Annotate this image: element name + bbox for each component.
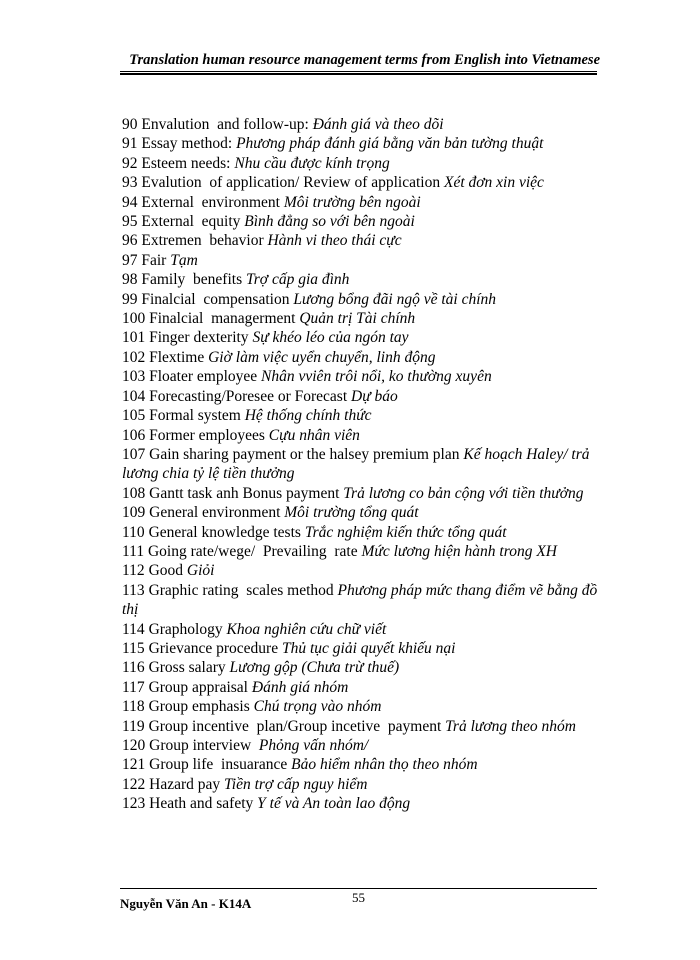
entry-number: 109: [122, 504, 146, 522]
entry-vietnamese-translation: Cựu nhân viên: [268, 426, 360, 444]
entry-number: 99: [122, 290, 138, 308]
entry-vietnamese-translation: Đánh giá nhóm: [251, 678, 349, 696]
entry-vietnamese-translation: Dự báo: [351, 387, 398, 405]
entry-vietnamese-translation: Phương pháp mức thang điểm vẽ bằng đồ thị: [122, 581, 602, 619]
glossary-entry: [122, 620, 600, 639]
entry-number: 112: [122, 562, 145, 580]
entry-english-term: Gain sharing payment or the halsey premium plan: [149, 445, 460, 463]
glossary-entry: [122, 678, 600, 697]
glossary-entry: [122, 328, 600, 347]
entry-vietnamese-translation: Bảo hiểm nhân thọ theo nhóm: [291, 756, 478, 774]
entry-number: 103: [122, 368, 146, 386]
glossary-entry: [122, 212, 600, 231]
entry-english-term: Envalution and follow-up:: [141, 116, 309, 133]
entry-number: 121: [122, 756, 146, 774]
entry-english-term: Gross salary: [148, 659, 226, 677]
entry-english-term: Essay method:: [141, 135, 233, 153]
header-rule: [120, 71, 597, 72]
entry-vietnamese-translation: Chú trọng vào nhóm: [253, 698, 382, 716]
entry-number: 90: [122, 116, 138, 133]
entry-number: 102: [122, 348, 146, 366]
entry-vietnamese-translation: Xét đơn xin việc: [443, 174, 544, 192]
entry-number: 122: [122, 775, 146, 793]
entry-english-term: Evalution of application/ Review of application: [141, 174, 441, 192]
glossary-entry: [122, 794, 600, 813]
entry-number: 105: [122, 407, 146, 425]
entry-english-term: General knowledge tests: [148, 523, 301, 541]
entry-vietnamese-translation: Bình đẳng so với bên ngoài: [244, 213, 415, 231]
entry-number: 96: [122, 232, 138, 250]
entry-vietnamese-translation: Môi trường bên ngoài: [283, 193, 421, 211]
entry-english-term: Former employees: [149, 426, 265, 444]
entry-english-term: Group interview: [149, 737, 252, 754]
entry-vietnamese-translation: Kế hoạch Haley/ trả lương chia tỷ lệ tiền thưởng: [122, 445, 594, 483]
entry-number: 116: [122, 659, 145, 677]
entry-number: 110: [122, 523, 145, 541]
entry-english-term: Extremen behavior: [141, 232, 264, 250]
entry-number: 123: [122, 795, 146, 813]
footer-author: Nguyễn Văn An - K14A: [120, 896, 252, 911]
glossary-entry: [122, 251, 600, 270]
entry-vietnamese-translation: Mức lương hiện hành trong XH: [361, 542, 557, 560]
entry-vietnamese-translation: Tiền trợ cấp nguy hiểm: [224, 775, 368, 793]
glossary-entry: [122, 309, 600, 328]
entry-vietnamese-translation: Trợ cấp gia đình: [246, 271, 350, 289]
entry-vietnamese-translation: Trả lương theo nhóm: [445, 717, 576, 735]
entry-number: 101: [122, 329, 146, 347]
entry-english-term: Formal system: [149, 407, 241, 425]
entry-number: 97: [122, 251, 138, 269]
entry-english-term: Finger dexterity: [149, 329, 249, 347]
footer-rule: [120, 888, 597, 889]
entry-number: 100: [122, 310, 146, 328]
entry-number: 117: [122, 678, 145, 696]
entry-vietnamese-translation: Tạm: [170, 251, 198, 269]
entry-vietnamese-translation: Lương gộp (Chưa trừ thuế): [229, 659, 400, 677]
glossary-entry: [122, 484, 600, 503]
glossary-entry: [122, 426, 600, 445]
entry-english-term: Esteem needs:: [141, 154, 231, 172]
entry-english-term: Flextime: [149, 348, 205, 366]
entry-english-term: Finalcial compensation: [141, 290, 290, 308]
glossary-entry: [122, 775, 600, 794]
glossary-entry: [122, 290, 600, 309]
entry-english-term: Group incentive plan/Group incetive payment: [148, 717, 442, 735]
entry-english-term: Good: [148, 562, 184, 580]
entry-number: 104: [122, 387, 146, 405]
entry-number: 98: [122, 271, 138, 289]
glossary-entry: [122, 542, 600, 561]
glossary-entry: [122, 581, 600, 620]
glossary-entry: [122, 193, 600, 212]
entry-number: 113: [122, 581, 145, 599]
entry-english-term: Gantt task anh Bonus payment: [149, 484, 340, 502]
entry-english-term: External equity: [141, 213, 241, 231]
glossary-entry: [122, 523, 600, 542]
glossary-entry: [122, 406, 600, 425]
entry-number: 108: [122, 484, 146, 502]
entry-english-term: Hazard pay: [149, 775, 221, 793]
glossary-entry: [122, 134, 600, 153]
entry-english-term: Forecasting/Poresee or Forecast: [149, 387, 348, 405]
glossary-entry: [122, 639, 600, 658]
entry-english-term: Floater employee: [149, 368, 258, 386]
entry-vietnamese-translation: Trắc nghiệm kiến thức tổng quát: [304, 523, 507, 541]
entry-number: 94: [122, 193, 138, 211]
entry-number: 106: [122, 426, 146, 444]
entry-number: 118: [122, 698, 145, 716]
entry-number: 95: [122, 213, 138, 231]
header-rule-thick: [120, 73, 597, 75]
entry-english-term: General environment: [149, 504, 281, 522]
entry-english-term: Fair: [141, 251, 167, 269]
glossary-entry: [122, 736, 600, 755]
glossary-entry: [122, 658, 600, 677]
running-header-title: Translation human resource management terms from English into Vietnamese: [129, 52, 600, 68]
glossary-entry: [122, 445, 600, 484]
entry-vietnamese-translation: Quản trị Tài chính: [299, 310, 416, 328]
glossary-entry: [122, 367, 600, 386]
entry-english-term: Family benefits: [141, 271, 243, 289]
glossary-entry: [122, 115, 600, 134]
entry-number: 91: [122, 135, 138, 153]
entry-number: 93: [122, 174, 138, 192]
entry-vietnamese-translation: Khoa nghiên cứu chữ viết: [226, 620, 387, 638]
entry-english-term: Group appraisal: [148, 678, 248, 696]
entry-vietnamese-translation: Môi trường tổng quát: [284, 504, 419, 522]
entry-number: 107: [122, 445, 146, 463]
glossary-entry: [122, 387, 600, 406]
entry-english-term: Heath and safety: [149, 795, 254, 813]
glossary-entry: [122, 755, 600, 774]
entry-english-term: Graphic rating scales method: [148, 581, 334, 599]
entry-english-term: External environment: [141, 193, 280, 211]
glossary-entry: [122, 231, 600, 250]
entry-vietnamese-translation: Trả lương co bản cộng với tiền thưởng: [343, 484, 584, 502]
entry-vietnamese-translation: Nhân vviên trôi nổi, ko thường xuyên: [261, 368, 492, 386]
entry-vietnamese-translation: Hệ thống chính thức: [244, 407, 372, 425]
entry-number: 92: [122, 154, 138, 172]
entry-vietnamese-translation: Đánh giá và theo dõi: [312, 116, 444, 133]
glossary-entry: [122, 173, 600, 192]
glossary-entry: [122, 717, 600, 736]
glossary-entry: [122, 503, 600, 522]
glossary-entry: [122, 561, 600, 580]
glossary-entry: [122, 697, 600, 716]
entry-vietnamese-translation: Giờ làm việc uyển chuyển, linh động: [208, 348, 436, 366]
entry-number: 115: [122, 639, 145, 657]
entry-english-term: Grievance procedure: [148, 639, 279, 657]
page-number: 55: [352, 890, 365, 905]
entry-english-term: Finalcial managerment: [149, 310, 296, 328]
entry-number: 120: [122, 737, 146, 754]
entry-vietnamese-translation: Phương pháp đánh giá bằng văn bản tường thuật: [236, 135, 544, 153]
entry-vietnamese-translation: Hành vi theo thái cực: [267, 232, 402, 250]
entry-english-term: Group life insuarance: [149, 756, 288, 774]
entry-number: 111: [122, 542, 145, 560]
glossary-entry: [122, 270, 600, 289]
entry-number: 114: [122, 620, 145, 638]
entry-english-term: Group emphasis: [148, 698, 250, 716]
entry-english-term: Graphology: [148, 620, 223, 638]
entry-vietnamese-translation: Y tế và An toàn lao động: [257, 795, 411, 813]
entry-vietnamese-translation: Giỏi: [186, 562, 215, 580]
entry-vietnamese-translation: Phỏng vấn nhóm/: [255, 737, 369, 754]
glossary-entry: [122, 348, 600, 367]
entry-vietnamese-translation: Thủ tục giải quyết khiếu nại: [281, 639, 456, 657]
entry-english-term: Going rate/wege/ Prevailing rate: [147, 542, 358, 560]
entry-number: 119: [122, 717, 145, 735]
entry-vietnamese-translation: Lương bổng đãi ngộ về tài chính: [293, 290, 497, 308]
entry-vietnamese-translation: Nhu cầu được kính trọng: [234, 154, 390, 172]
glossary-list: [122, 115, 600, 814]
entry-vietnamese-translation: Sự khéo léo của ngón tay: [252, 329, 409, 347]
glossary-entry: [122, 154, 600, 173]
